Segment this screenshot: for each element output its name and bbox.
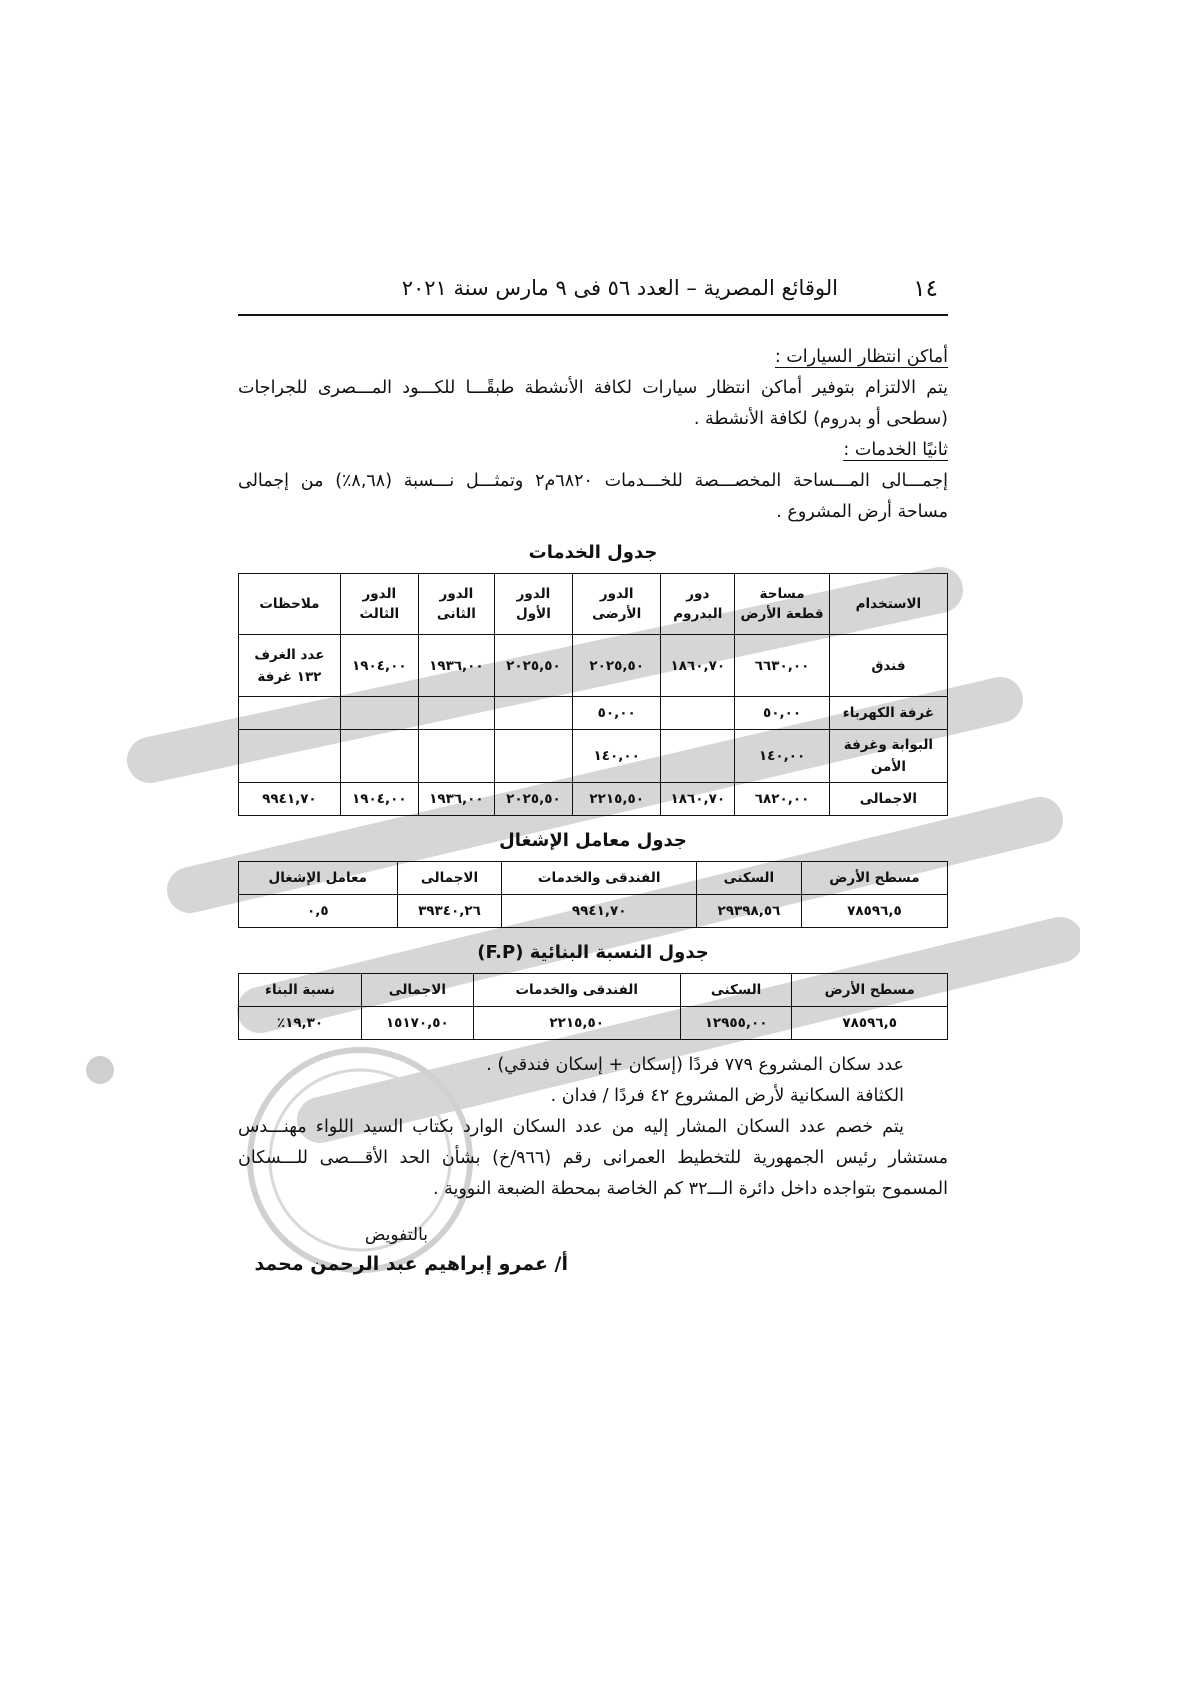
- table-cell: ٢٢١٥,٥٠: [473, 1007, 680, 1040]
- table-cell: [239, 730, 341, 783]
- table-cell: [661, 730, 735, 783]
- table-header-row: [239, 574, 948, 635]
- table-cell: الاجمالى: [829, 783, 947, 816]
- occupancy-table-caption: جدول معامل الإشغال: [499, 830, 687, 851]
- col-second-floor: الدور الثانى: [418, 574, 494, 635]
- table-row: [239, 1007, 948, 1040]
- table-cell: ٥٠,٠٠: [735, 697, 830, 730]
- population-count: عدد سكان المشروع ٧٧٩ فردًا (إسكان + إسكان فندقي) .: [486, 1055, 904, 1075]
- services-table: [238, 573, 948, 816]
- col-residential: السكنى: [680, 974, 792, 1007]
- gazette-title: الوقائع المصرية – العدد ٥٦ فى ٩ مارس سنة ٢٠٢١: [401, 276, 838, 300]
- page-header: [238, 270, 948, 316]
- table-cell: غرفة الكهرباء: [829, 697, 947, 730]
- col-ground-floor: الدور الأرضى: [572, 574, 660, 635]
- by-delegation: بالتفويض: [364, 1225, 428, 1245]
- table-cell: ٦٨٢٠,٠٠: [735, 783, 830, 816]
- table-cell: ١٩٠٤,٠٠: [340, 783, 418, 816]
- table-cell: البوابة وغرفة الأمن: [829, 730, 947, 783]
- table-cell: ١٢٩٥٥,٠٠: [680, 1007, 792, 1040]
- table-cell: ٧٨٥٩٦,٥: [801, 895, 947, 928]
- table-cell: ٢٠٢٥,٥٠: [494, 783, 572, 816]
- fp-table-caption: جدول النسبة البنائية (F.P): [477, 942, 709, 963]
- col-third-floor: الدور الثالث: [340, 574, 418, 635]
- table-cell: ٢٠٢٥,٥٠: [572, 635, 660, 697]
- table-row: [239, 730, 948, 783]
- table-cell: [661, 697, 735, 730]
- services-table-caption: جدول الخدمات: [528, 542, 658, 563]
- col-building-ratio: نسبة البناء: [239, 974, 362, 1007]
- table-row: [239, 895, 948, 928]
- table-cell: ١٥١٧٠,٥٠: [362, 1007, 474, 1040]
- population-density: الكثافة السكانية لأرض المشروع ٤٢ فردًا / فدان .: [550, 1086, 904, 1106]
- table-total-row: [239, 783, 948, 816]
- table-cell: فندق: [829, 635, 947, 697]
- table-cell: ١٩٣٦,٠٠: [418, 783, 494, 816]
- signatory-name: أ/ عمرو إبراهيم عبد الرحمن محمد: [254, 1253, 568, 1275]
- col-notes: ملاحظات: [239, 574, 341, 635]
- col-residential: السكنى: [696, 862, 801, 895]
- col-first-floor: الدور الأول: [494, 574, 572, 635]
- col-hotel-services: الفندقى والخدمات: [473, 974, 680, 1007]
- table-cell: ٠,٥: [239, 895, 398, 928]
- table-cell: ٢٠٢٥,٥٠: [494, 635, 572, 697]
- table-cell: ٣٩٣٤٠,٢٦: [397, 895, 502, 928]
- table-cell: [418, 697, 494, 730]
- table-row: [239, 697, 948, 730]
- table-cell: [239, 697, 341, 730]
- table-cell: ١٩,٣٠٪: [239, 1007, 362, 1040]
- table-cell: عدد الغرف ١٣٢ غرفة: [239, 635, 341, 697]
- table-cell: ٥٠,٠٠: [572, 697, 660, 730]
- table-header-row: [239, 974, 948, 1007]
- table-cell: [418, 730, 494, 783]
- table-cell: [340, 730, 418, 783]
- signature-block: [238, 1225, 948, 1275]
- col-occupancy-factor: معامل الإشغال: [239, 862, 398, 895]
- table-cell: ١٤٠,٠٠: [735, 730, 830, 783]
- col-land-area: مسطح الأرض: [801, 862, 947, 895]
- table-cell: ٩٩٤١,٧٠: [239, 783, 341, 816]
- col-hotel-services: الفندقى والخدمات: [502, 862, 697, 895]
- table-cell: [494, 697, 572, 730]
- col-usage: الاستخدام: [829, 574, 947, 635]
- table-cell: ٢٢١٥,٥٠: [572, 783, 660, 816]
- table-cell: ٦٦٣٠,٠٠: [735, 635, 830, 697]
- parking-heading: أماكن انتظار السيارات :: [774, 347, 948, 367]
- page-number: ١٤: [913, 276, 938, 302]
- parking-body: يتم الالتزام بتوفير أماكن انتظار سيارات لكافة الأنشطة طبقًـــا للكـــود المـــصرى للجراجات (سطحى أو بدروم) لكافة الأنشطة .: [238, 378, 948, 429]
- services-body: إجمـــالى المـــساحة المخصـــصة للخـــدمات ٦٨٢٠م٢ وتمثـــل نـــسبة (٨,٦٨٪) من إجمالى مساحة أرض المشروع .: [238, 471, 948, 522]
- table-cell: ١٩٣٦,٠٠: [418, 635, 494, 697]
- table-cell: ٩٩٤١,٧٠: [502, 895, 697, 928]
- table-cell: ١٨٦٠,٧٠: [661, 635, 735, 697]
- table-cell: ٧٨٥٩٦,٥: [792, 1007, 948, 1040]
- col-basement: دور البدروم: [661, 574, 735, 635]
- table-row: [239, 635, 948, 697]
- table-cell: [494, 730, 572, 783]
- table-cell: ١٤٠,٠٠: [572, 730, 660, 783]
- table-cell: ١٩٠٤,٠٠: [340, 635, 418, 697]
- table-header-row: [239, 862, 948, 895]
- occupancy-table: [238, 861, 948, 928]
- col-total: الاجمالى: [397, 862, 502, 895]
- population-deduction: يتم خصم عدد السكان المشار إليه من عدد السكان الوارد بكتاب السيد اللواء مهنـــدس مستشار رئيس الجمهورية للتخطيط العمرانى رقم (٩٦٦/خ) بشأن الحد الأقـــصى للـــسكان المسموح بتواجده داخل دائرة الـــ٣٢ كم الخاصة بمحطة الضبعة النووية .: [238, 1117, 948, 1199]
- table-cell: [340, 697, 418, 730]
- col-plot-area: مساحة قطعة الأرض: [735, 574, 830, 635]
- col-land-area: مسطح الأرض: [792, 974, 948, 1007]
- page-body: [238, 270, 948, 1275]
- table-cell: ١٨٦٠,٧٠: [661, 783, 735, 816]
- table-cell: ٢٩٣٩٨,٥٦: [696, 895, 801, 928]
- fp-table: [238, 973, 948, 1040]
- col-total: الاجمالى: [362, 974, 474, 1007]
- services-heading: ثانيًا الخدمات :: [843, 440, 948, 460]
